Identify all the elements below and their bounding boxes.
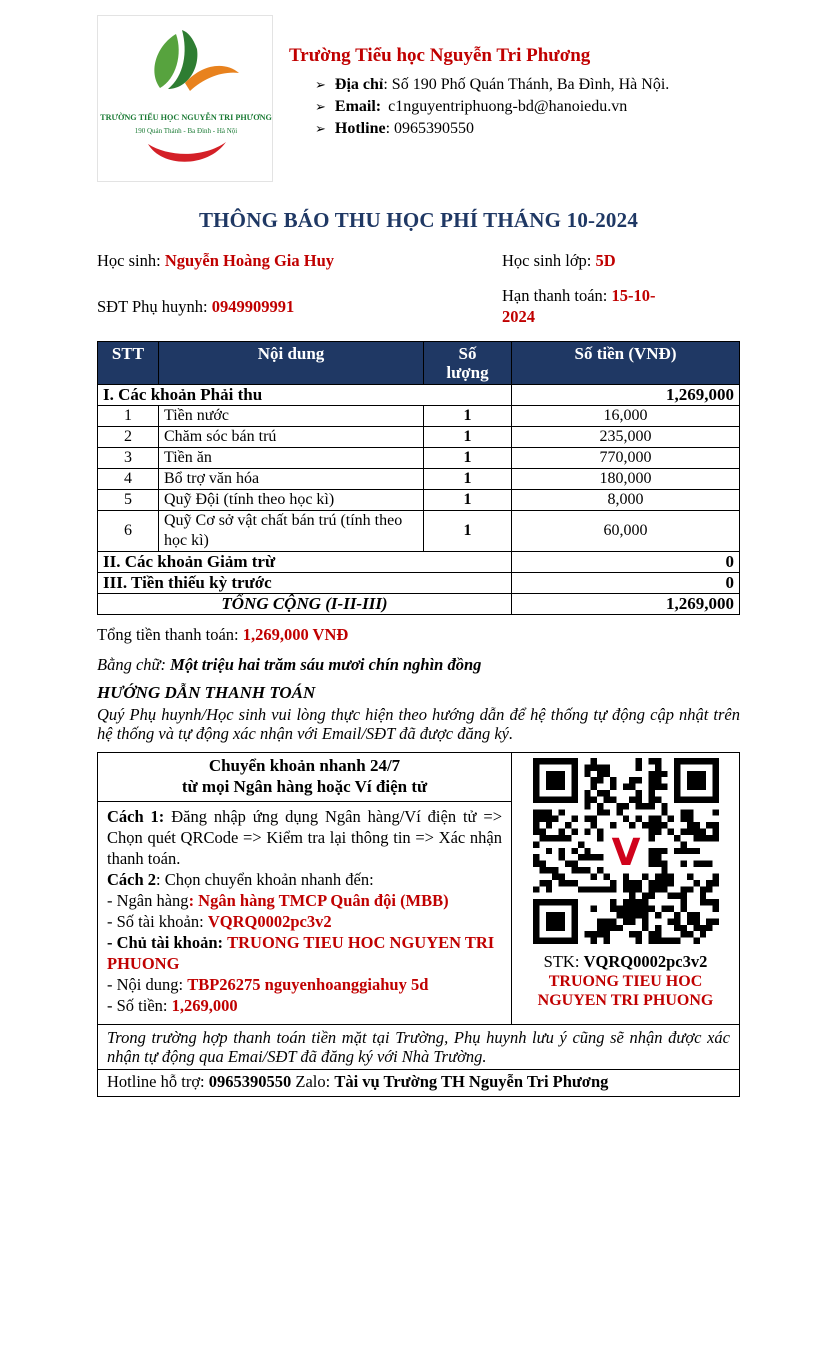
- table-row-section-iii: [98, 573, 740, 594]
- email-line: [315, 96, 669, 118]
- section-iii-label: III. Tiền thiếu kỳ trước: [98, 573, 512, 594]
- table-row: 6 Quỹ Cơ sở vật chất bán trú (tính theo học kì) 1 60,000: [98, 511, 740, 552]
- student-name-label: Học sinh:: [97, 251, 161, 270]
- hotline-label: Hotline: [334, 120, 386, 137]
- fee-table-header-row: [98, 342, 740, 385]
- svg-text:V: V: [611, 830, 640, 875]
- amount-in-words-value: Một triệu hai trăm sáu mươi chín nghìn đồng: [170, 655, 482, 674]
- section-i-amount: 1,269,000: [512, 385, 740, 406]
- school-name: Trường Tiểu học Nguyễn Tri Phương: [289, 45, 591, 66]
- transfer-amount-label: - Số tiền:: [107, 996, 168, 1015]
- logo-leaf-left: [154, 34, 178, 88]
- total-payment-line: [97, 624, 740, 645]
- method-1-text: Đăng nhập ứng dụng Ngân hàng/Ví điện tử => Chọn quét QRCode => Kiểm tra lại thông tin => Xác nhận thanh toán.: [107, 807, 503, 868]
- parent-phone-label: SĐT Phụ huynh:: [97, 296, 208, 316]
- transfer-memo-line: [107, 974, 502, 995]
- col-header-so-luong: Số lượng: [424, 342, 512, 385]
- method-2-line: [107, 869, 502, 890]
- transfer-memo-label: - Nội dung:: [107, 975, 184, 994]
- fee-table: [97, 341, 740, 615]
- student-class-value: 5D: [595, 251, 616, 270]
- amount-in-words-line: [97, 654, 740, 675]
- page-title: THÔNG BÁO THU HỌC PHÍ THÁNG 10-2024: [198, 208, 639, 232]
- parent-phone-line: [97, 296, 502, 317]
- method-1-label: Cách 1:: [107, 807, 165, 826]
- qr-code: [533, 758, 719, 944]
- section-iii-amount: 0: [512, 573, 740, 594]
- payment-guide-title: HƯỚNG DẪN THANH TOÁN: [97, 683, 316, 702]
- transfer-title-line2: từ mọi Ngân hàng hoặc Ví điện tử: [181, 777, 428, 796]
- account-number-value: VQRQ0002pc3v2: [207, 912, 332, 931]
- logo-swoosh-red: [148, 142, 226, 162]
- col-header-so-tien: Số tiền (VNĐ): [512, 342, 740, 385]
- qr-panel: [512, 753, 739, 1024]
- email-value: c1nguyentriphuong-bd@hanoiedu.vn: [388, 98, 628, 115]
- transfer-title-line1: Chuyển khoản nhanh 24/7: [208, 756, 401, 775]
- bank-value: : Ngân hàng TMCP Quân đội (MBB): [188, 891, 449, 910]
- table-row: 2 Chăm sóc bán trú 1 235,000: [98, 427, 740, 448]
- amount-in-words-label: Bằng chữ:: [97, 655, 167, 674]
- method-2-label: Cách 2: [107, 870, 157, 889]
- transfer-amount-line: [107, 995, 502, 1016]
- header-info: [289, 15, 669, 182]
- tuition-notice-page: [97, 0, 740, 1097]
- section-ii-label: II. Các khoản Giảm trừ: [98, 552, 512, 573]
- total-payment-value: 1,269,000 VNĐ: [242, 625, 349, 644]
- student-name-line: [97, 250, 502, 271]
- address-value: : Số 190 Phố Quán Thánh, Ba Đình, Hà Nội.: [383, 76, 670, 93]
- section-ii-amount: 0: [512, 552, 740, 573]
- zalo-value: Tài vụ Trường TH Nguyễn Tri Phương: [334, 1072, 609, 1091]
- address-line: [315, 74, 669, 96]
- table-row-section-ii: [98, 552, 740, 573]
- support-hotline-value: 0965390550: [208, 1072, 292, 1091]
- payment-guide-text: Quý Phụ huynh/Học sinh vui lòng thực hiện theo hướng dẫn để hệ thống tự động cập nhật trên hệ thống và tự động xác nhận với Email/SĐT đã được đăng ký.: [97, 705, 740, 743]
- payment-box: [97, 752, 740, 1097]
- school-logo: [97, 15, 273, 182]
- hotline-line: [315, 118, 669, 140]
- qr-stk-label: STK:: [543, 952, 580, 971]
- bank-line: [107, 890, 502, 911]
- table-row-total: [98, 594, 740, 615]
- student-info: [97, 250, 740, 327]
- logo-address: 190 Quán Thánh - Ba Đình - Hà Nội: [134, 127, 238, 135]
- student-class-label: Học sinh lớp:: [502, 251, 592, 270]
- transfer-title: [98, 753, 512, 802]
- transfer-instructions: [98, 802, 512, 1024]
- arrow-bullet-icon: ➢: [315, 99, 326, 114]
- due-date-value: 15-10-2024: [502, 286, 656, 326]
- qr-holder-line1: TRUONG TIEU HOC: [548, 973, 703, 990]
- logo-school-name: TRƯỜNG TIỂU HỌC NGUYỄN TRI PHƯƠNG: [100, 113, 272, 122]
- email-label: Email:: [334, 98, 382, 115]
- total-label: TỔNG CỘNG (I-II-III): [98, 594, 512, 615]
- account-number-line: [107, 911, 502, 932]
- table-row: 1 Tiền nước 1 16,000: [98, 406, 740, 427]
- account-holder-line: [107, 932, 502, 974]
- address-label: Địa chỉ: [334, 76, 384, 93]
- total-amount: 1,269,000: [512, 594, 740, 615]
- col-header-noi-dung: Nội dung: [159, 342, 424, 385]
- support-hotline-line: [98, 1069, 739, 1096]
- zalo-label: Zalo:: [295, 1072, 331, 1091]
- account-holder-label: - Chủ tài khoản:: [107, 933, 223, 952]
- transfer-amount-value: 1,269,000: [171, 996, 238, 1015]
- support-hotline-label: Hotline hỗ trợ:: [107, 1072, 205, 1091]
- method-2-text: : Chọn chuyển khoản nhanh đến:: [156, 870, 374, 889]
- total-payment-label: Tổng tiền thanh toán:: [97, 625, 239, 644]
- account-holder-value: TRUONG TIEU HOC NGUYEN TRI PHUONG: [107, 933, 495, 973]
- qr-stk-value: VQRQ0002pc3v2: [583, 952, 708, 971]
- parent-phone-value: 0949909991: [211, 296, 295, 316]
- col-header-stt: STT: [98, 342, 159, 385]
- table-row-section-i: [98, 385, 740, 406]
- arrow-bullet-icon: ➢: [315, 121, 326, 136]
- header: [97, 15, 740, 182]
- section-i-label: I. Các khoản Phải thu: [98, 385, 512, 406]
- transfer-memo-value: TBP26275 nguyenhoanggiahuy 5d: [187, 975, 429, 994]
- bank-label: - Ngân hàng: [107, 891, 189, 910]
- table-row: 4 Bổ trợ văn hóa 1 180,000: [98, 469, 740, 490]
- account-number-label: - Số tài khoản:: [107, 912, 204, 931]
- school-logo-image: [98, 16, 273, 182]
- hotline-value: : 0965390550: [385, 120, 475, 137]
- table-row: 5 Quỹ Đội (tính theo học kì) 1 8,000: [98, 490, 740, 511]
- student-class-line: [502, 250, 687, 271]
- arrow-bullet-icon: ➢: [315, 77, 326, 92]
- due-date-line: [502, 285, 687, 327]
- qr-account-holder: [514, 972, 737, 1010]
- due-date-label: Hạn thanh toán:: [502, 286, 608, 305]
- qr-account-number-line: [514, 951, 737, 972]
- method-1-line: [107, 806, 502, 869]
- student-name-value: Nguyễn Hoàng Gia Huy: [164, 251, 335, 270]
- qr-holder-line2: NGUYEN TRI PHUONG: [537, 992, 714, 1009]
- cash-payment-note: Trong trường hợp thanh toán tiền mặt tại Trường, Phụ huynh lưu ý cũng sẽ nhận được xác nhận tự động qua Emai/SĐT đã đăng ký với Nhà Trường.: [98, 1024, 739, 1069]
- table-row: 3 Tiền ăn 1 770,000: [98, 448, 740, 469]
